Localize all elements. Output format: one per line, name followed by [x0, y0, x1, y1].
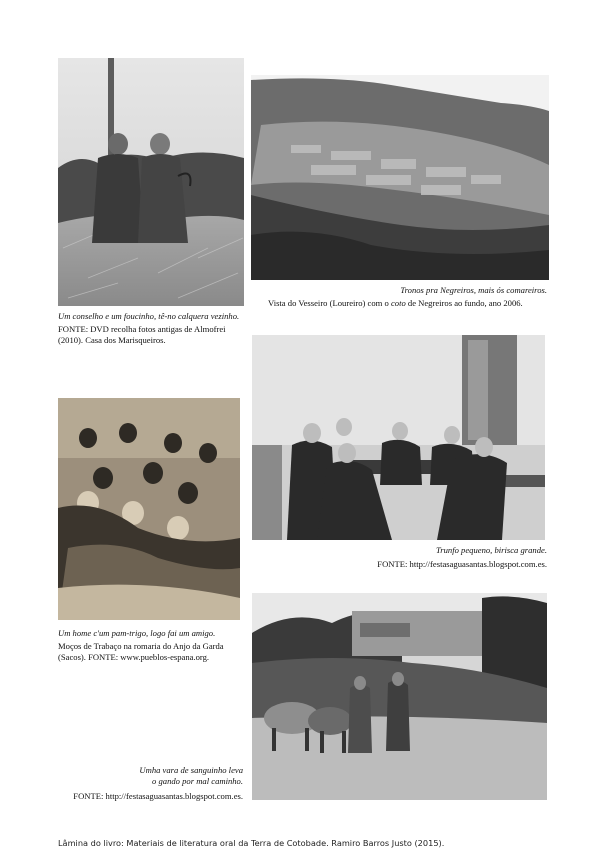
caption-5: FONTE: http://festasaguasantas.blogspot.com.es. — [73, 791, 243, 801]
caption-1: FONTE: DVD recolha fotos antigas de Almofrei (2010). Casa dos Marisqueiros. — [58, 324, 226, 345]
photo-young-men-romaria — [58, 398, 240, 620]
quote-2: Tronos pra Negreiros, mais ós comareiros. — [400, 285, 547, 295]
quote-3: Um home c'um pam-trigo, logo fai um amigo. — [58, 628, 216, 638]
quote-5-line-1: Umha vara de sanguinho leva — [139, 765, 243, 775]
photo-card-players — [252, 335, 545, 540]
caption-2-emphasis: coto — [390, 298, 406, 308]
caption-2 — [268, 298, 523, 309]
photo-landscape-negreiros — [251, 75, 549, 280]
quote-1: Um conselho e um foucinho, tê-no calquera vezinho. — [58, 311, 240, 321]
photo-oxen-village — [252, 593, 547, 800]
caption-3: Moços de Trabaço na romaria do Anjo da Garda (Sacos). FONTE: www.pueblos-espana.org. — [58, 641, 224, 662]
photo-women-harvest — [58, 58, 244, 306]
page-footer-citation: Lâmina do livro: Materiais de literatura oral da Terra de Cotobade. Ramiro Barros Justo (2015). — [58, 838, 445, 848]
caption-2-text-b: de Negreiros ao fundo, ano 2006. — [405, 298, 523, 308]
caption-2-text-a: Vista do Vesseiro (Loureiro) com o — [268, 298, 391, 308]
caption-4: FONTE: http://festasaguasantas.blogspot.com.es. — [377, 559, 547, 569]
quote-4: Trunfo pequeno, birisca grande. — [435, 545, 547, 555]
quote-5-line-2: o gando por mal caminho. — [152, 776, 243, 786]
